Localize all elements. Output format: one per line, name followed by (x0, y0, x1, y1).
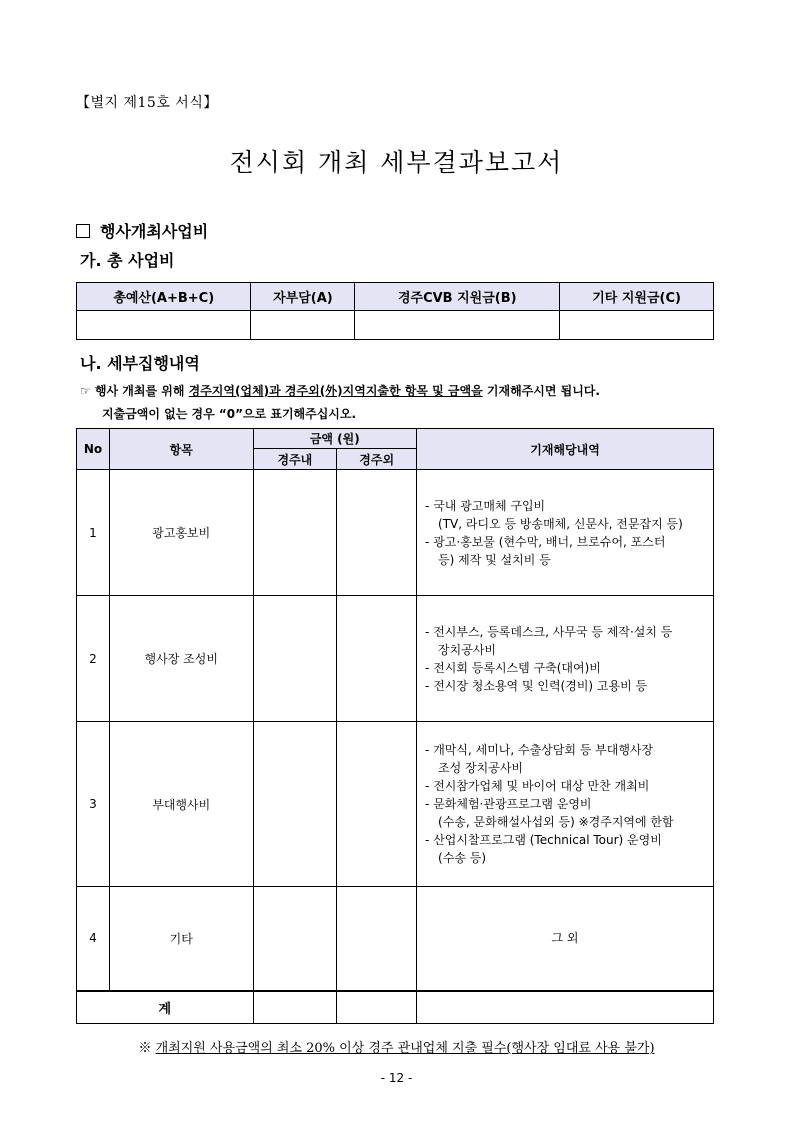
note-text-underlined: 경주지역(업체)과 경주외(外)지역지출한 항목 및 금액을 (188, 384, 483, 398)
row-amount-out[interactable] (337, 596, 417, 722)
row-amount-in[interactable] (253, 470, 337, 596)
note-text-1: 행사 개최를 위해 (90, 384, 189, 398)
checkbox-icon (76, 224, 90, 238)
desc-line: (수송, 문화해설사섭외 등) ※경주지역에 한함 (438, 815, 674, 829)
desc-line: - 전시회 등록시스템 구축(대여)비 (425, 660, 601, 675)
row-amount-in[interactable] (253, 887, 337, 991)
row-number: 2 (77, 596, 110, 722)
row-description (417, 722, 714, 887)
total-amount-out[interactable] (337, 991, 417, 1024)
budget-header-other: 기타 지원금(C) (560, 283, 714, 311)
document-title: 전시회 개최 세부결과보고서 (229, 148, 564, 177)
desc-line: - 전시장 청소용역 및 인력(경비) 고용비 등 (425, 678, 648, 693)
budget-cell-cvb[interactable] (355, 311, 560, 340)
budget-value-row (77, 311, 714, 340)
desc-line: - 문화체험·관광프로그램 운영비 (425, 797, 592, 811)
desc-line: - 산업시찰프로그램 (Technical Tour) 운영비 (425, 833, 662, 847)
footnote (0, 1037, 793, 1056)
note-text-line2: 지출금액이 없는 경우 “0”으로 표기해주십시오. (102, 407, 357, 421)
desc-line: 조성 장치공사비 (438, 761, 524, 775)
budget-header-self: 자부담(A) (251, 283, 355, 311)
row-description (417, 470, 714, 596)
row-item: 기타 (109, 887, 253, 991)
form-number-tag: 【별지 제15호 서식】 (76, 95, 218, 111)
table-row (77, 596, 714, 722)
total-amount-in[interactable] (253, 991, 337, 1024)
footnote-text: 개최지원 사용금액의 최소 20% 이상 경주 관내업체 지출 필수(행사장 임대료 사용 불가) (155, 1041, 655, 1056)
table-row (77, 722, 714, 887)
header-gyeongju-out: 경주외 (337, 449, 417, 470)
total-label: 계 (77, 991, 254, 1024)
row-amount-in[interactable] (253, 596, 337, 722)
budget-table (76, 282, 714, 340)
budget-cell-other[interactable] (560, 311, 714, 340)
budget-header-row (77, 283, 714, 311)
row-item: 광고홍보비 (109, 470, 253, 596)
row-description (417, 596, 714, 722)
row-description (417, 887, 714, 991)
row-number: 4 (77, 887, 110, 991)
desc-line: - 광고·홍보물 (현수막, 배너, 브로슈어, 포스터 (425, 534, 666, 549)
reference-mark-icon: ※ (138, 1041, 156, 1056)
subsection-detail-expenses: 나. 세부집행내역 (80, 354, 200, 373)
budget-header-cvb: 경주CVB 지원금(B) (355, 283, 560, 311)
desc-line: - 국내 광고매체 구입비 (425, 498, 546, 513)
desc-line: (TV, 라디오 등 방송매체, 신문사, 전문잡지 등) (438, 516, 683, 531)
table-row (77, 470, 714, 596)
header-amount: 금액 (원) (253, 429, 417, 449)
row-amount-in[interactable] (253, 722, 337, 887)
row-number: 1 (77, 470, 110, 596)
detail-expense-table (76, 428, 714, 1024)
desc-line: - 개막식, 세미나, 수출상담회 등 부대행사장 (425, 743, 654, 757)
desc-line: 장치공사비 (438, 642, 497, 657)
row-item: 행사장 조성비 (109, 596, 253, 722)
instruction-note (80, 380, 600, 426)
table-row (77, 887, 714, 991)
row-amount-out[interactable] (337, 887, 417, 991)
section-heading-label: 행사개최사업비 (100, 222, 209, 241)
row-amount-out[interactable] (337, 722, 417, 887)
desc-line: 등) 제작 및 설치비 등 (438, 552, 551, 567)
desc-line: - 전시부스, 등록데스크, 사무국 등 제작·설치 등 (425, 624, 673, 639)
pointing-hand-icon: ☞ (80, 384, 91, 398)
total-description (417, 991, 714, 1024)
budget-cell-self[interactable] (251, 311, 355, 340)
header-gyeongju-in: 경주내 (253, 449, 337, 470)
note-text-3: 기재해주시면 됩니다. (482, 384, 600, 398)
budget-header-total: 총예산(A+B+C) (77, 283, 251, 311)
desc-line: - 전시참가업체 및 바이어 대상 만찬 개최비 (425, 779, 650, 793)
total-row (77, 991, 714, 1024)
page-number: - 12 - (380, 1071, 413, 1085)
budget-cell-total[interactable] (77, 311, 251, 340)
row-item: 부대행사비 (109, 722, 253, 887)
desc-line: (수송 등) (438, 851, 487, 865)
desc-line: 그 외 (551, 931, 579, 946)
section-heading (76, 219, 208, 242)
header-description: 기재해당내역 (417, 429, 714, 470)
detail-header-row (77, 429, 714, 449)
row-amount-out[interactable] (337, 470, 417, 596)
header-no: No (77, 429, 110, 470)
subsection-total-budget: 가. 총 사업비 (80, 251, 175, 270)
row-number: 3 (77, 722, 110, 887)
header-item: 항목 (109, 429, 253, 470)
